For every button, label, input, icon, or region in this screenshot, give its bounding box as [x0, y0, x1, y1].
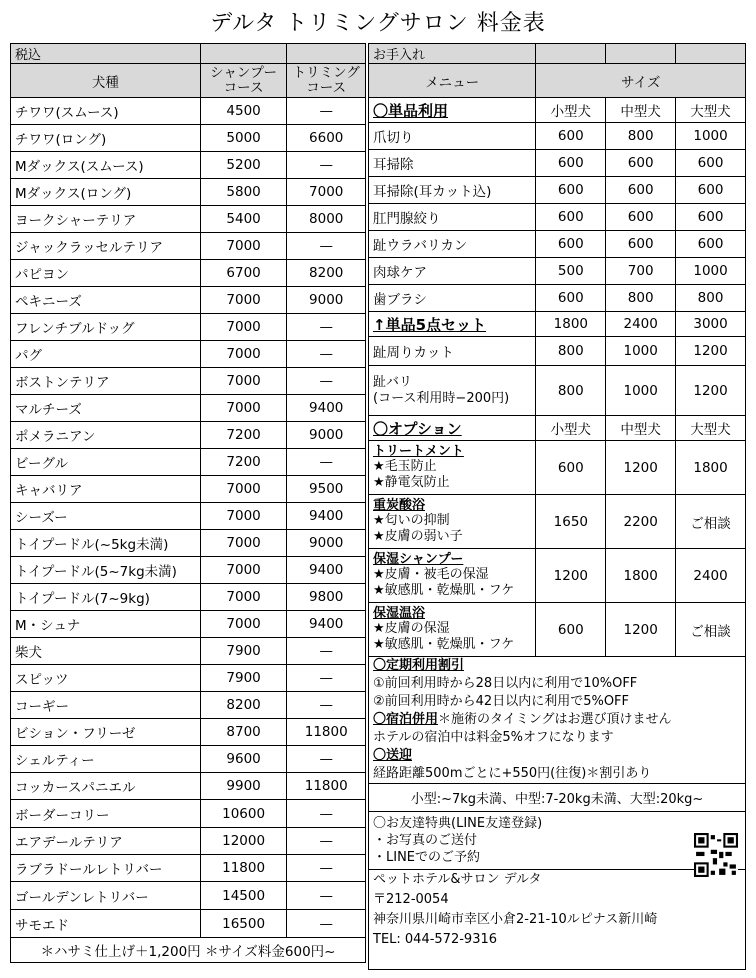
table-row	[11, 910, 366, 938]
option-item: 保湿温浴 ★皮膚の保湿 ★敏感肌・乾燥肌・フケ	[369, 603, 536, 657]
menu-item: 爪切り	[369, 123, 536, 150]
trimming-price: 7000	[287, 179, 366, 206]
trimming-price: 8200	[287, 260, 366, 287]
shampoo-price: 8200	[200, 692, 287, 719]
trimming-price: 9000	[287, 422, 366, 449]
shampoo-price: 7000	[200, 557, 287, 584]
table-row: 保湿シャンプー ★皮膚・被毛の保湿 ★敏感肌・乾燥肌・フケ 1200 1800 2400	[369, 549, 746, 603]
breed-name: M・シュナ	[11, 611, 201, 638]
tax-label: 税込	[11, 44, 201, 64]
footnote: ＊ハサミ仕上げ＋1,200円 ＊サイズ料金600円~	[11, 938, 366, 963]
shampoo-price: 4500	[200, 98, 287, 125]
size-small: 小型犬	[536, 98, 606, 123]
breed-name: ビション・フリーゼ	[11, 719, 201, 746]
shampoo-price: 7200	[200, 449, 287, 476]
size-medium: 中型犬	[606, 98, 676, 123]
qr-code-icon[interactable]	[694, 833, 738, 877]
table-row: 重炭酸浴 ★匂いの抑制 ★皮膚の弱い子 1650 2200 ご相談	[369, 495, 746, 549]
breed-name: ヨークシャーテリア	[11, 206, 201, 233]
shampoo-price: 7900	[200, 665, 287, 692]
phone: TEL: 044-572-9316	[373, 932, 498, 947]
trimming-price: —	[287, 314, 366, 341]
trimming-price: 9400	[287, 395, 366, 422]
shampoo-price: 9600	[200, 746, 287, 773]
col-shampoo-header: シャンプー コース	[200, 64, 287, 98]
trimming-price: —	[287, 746, 366, 773]
shampoo-price: 11800	[200, 855, 287, 882]
table-row	[11, 503, 366, 530]
table-row: 肉球ケア 500 700 1000	[369, 258, 746, 285]
breed-name: コーギー	[11, 692, 201, 719]
trimming-price: —	[287, 152, 366, 179]
care-price-table: お手入れ メニュー サイズ 〇単品利用 小型犬 中型犬 大型犬 爪切り 600 800 1000 耳掃除 600 600 600 耳掃除(耳カット込) 600 600 600 肛門腺絞り 600 600 600 趾ウラバリカン 600 600 600 肉球ケア 500 700 1000 歯ブラシ 600 800 800 ↑単品5点セット 1800 2400 3000 趾周りカット 800 1000 1200 趾バリ (コース利用時−200円) 800 1000 1200 〇オプション 小型犬 中型犬 大型犬 トリートメント ★毛玉防止 ★静電気防止 600 1200 1800 重炭酸浴 ★匂いの抑制 ★皮膚の弱い子 1650 2200 ご相談 保湿シャンプー ★皮膚・被毛の保湿 ★敏感肌・乾燥肌・フケ 1200 1800 2400 保湿温浴 ★皮膚の保湿 ★敏感肌・乾燥肌・フケ 600 1200 ご相談 〇定期利用割引 ①前回利用時から28日以内に利用で10%OFF ②前回利用時から42日以内に利用で5%OFF 〇宿泊併用＊施術のタイミングはお選び頂けません ホテルの宿泊中は料金5%オフになります 〇送迎 経路距離500mごとに+550円(往復)＊割引あり 小型:~7kg未満、中型:7-20kg未満、大型:20kg~ 〇お友達特典(LINE友達登録) ・お写真のご送付 ・LINEでのご予約 ペットホテル&サロン デルタ 〒212-0054 神奈川県川崎市幸区小倉2-21-10ルピナス新川崎 TEL: 044-572-9316	[368, 43, 746, 970]
trimming-price: 9500	[287, 476, 366, 503]
shampoo-price: 7000	[200, 395, 287, 422]
breed-name: ペキニーズ	[11, 287, 201, 314]
col-size-header: サイズ	[536, 64, 746, 98]
breed-price-table	[10, 43, 366, 963]
breed-name: シーズー	[11, 503, 201, 530]
cut-item: 趾周りカット	[369, 337, 536, 366]
table-row	[11, 233, 366, 260]
shampoo-price: 5000	[200, 125, 287, 152]
shampoo-price: 7000	[200, 476, 287, 503]
breed-name: トイプードル(7~9kg)	[11, 584, 201, 611]
size-large: 大型犬	[676, 98, 746, 123]
shampoo-price: 7000	[200, 341, 287, 368]
breed-name: ポメラニアン	[11, 422, 201, 449]
col-breed-header: 犬種	[11, 64, 201, 98]
breed-name: ラブラドールレトリバー	[11, 855, 201, 882]
table-row: トリートメント ★毛玉防止 ★静電気防止 600 1200 1800	[369, 441, 746, 495]
table-row: 歯ブラシ 600 800 800	[369, 285, 746, 312]
table-row	[11, 828, 366, 855]
table-row	[11, 206, 366, 233]
table-row	[11, 665, 366, 692]
page-title: デルタ トリミングサロン 料金表	[210, 11, 546, 36]
breed-name: トイプードル(5~7kg未満)	[11, 557, 201, 584]
breed-name: ボストンテリア	[11, 368, 201, 395]
table-row	[11, 449, 366, 476]
shop-info	[369, 870, 746, 970]
menu-item: 肛門腺絞り	[369, 204, 536, 231]
breed-name: ジャックラッセルテリア	[11, 233, 201, 260]
table-row	[11, 882, 366, 910]
table-row	[11, 341, 366, 368]
trimming-price: —	[287, 98, 366, 125]
menu-item: 歯ブラシ	[369, 285, 536, 312]
trimming-price: —	[287, 368, 366, 395]
trimming-price: 9000	[287, 530, 366, 557]
trimming-price: 8000	[287, 206, 366, 233]
menu-item: 肉球ケア	[369, 258, 536, 285]
trimming-price: —	[287, 882, 366, 910]
breed-name: チワワ(スムース)	[11, 98, 201, 125]
table-row	[11, 719, 366, 746]
table-row	[11, 773, 366, 800]
breed-name: Mダックス(スムース)	[11, 152, 201, 179]
col-trimming-header: トリミング コース	[287, 64, 366, 98]
menu-item: 趾ウラバリカン	[369, 231, 536, 258]
table-row	[11, 530, 366, 557]
table-row	[11, 422, 366, 449]
option-header: 〇オプション	[369, 416, 536, 441]
breed-name: エアデールテリア	[11, 828, 201, 855]
trimming-price: 9400	[287, 557, 366, 584]
set-header: ↑単品5点セット	[369, 312, 536, 337]
trimming-price: —	[287, 665, 366, 692]
table-row	[11, 855, 366, 882]
shampoo-price: 5200	[200, 152, 287, 179]
shampoo-price: 6700	[200, 260, 287, 287]
shampoo-price: 7000	[200, 611, 287, 638]
shampoo-price: 7000	[200, 233, 287, 260]
table-row	[11, 152, 366, 179]
table-row	[11, 611, 366, 638]
table-row	[11, 179, 366, 206]
table-row	[11, 746, 366, 773]
trimming-price: —	[287, 638, 366, 665]
col-menu-header: メニュー	[369, 64, 536, 98]
menu-item: 耳掃除	[369, 150, 536, 177]
address: 神奈川県川崎市幸区小倉2-21-10ルピナス新川崎	[373, 912, 658, 927]
shampoo-price: 5800	[200, 179, 287, 206]
trimming-price: 6600	[287, 125, 366, 152]
table-row	[11, 800, 366, 828]
shampoo-price: 7000	[200, 314, 287, 341]
breed-name: チワワ(ロング)	[11, 125, 201, 152]
option-item: トリートメント ★毛玉防止 ★静電気防止	[369, 441, 536, 495]
breed-name: ビーグル	[11, 449, 201, 476]
breed-name: マルチーズ	[11, 395, 201, 422]
table-row: 肛門腺絞り 600 600 600	[369, 204, 746, 231]
table-row	[11, 260, 366, 287]
shampoo-price: 10600	[200, 800, 287, 828]
breed-name: ゴールデンレトリバー	[11, 882, 201, 910]
cut-item-2: 趾バリ (コース利用時−200円)	[369, 366, 536, 416]
trimming-price: 9400	[287, 611, 366, 638]
table-row	[11, 557, 366, 584]
option-item: 保湿シャンプー ★皮膚・被毛の保湿 ★敏感肌・乾燥肌・フケ	[369, 549, 536, 603]
size-definition: 小型:~7kg未満、中型:7-20kg未満、大型:20kg~	[369, 784, 746, 812]
breed-name: コッカースパニエル	[11, 773, 201, 800]
trimming-price: —	[287, 233, 366, 260]
table-row: 爪切り 600 800 1000	[369, 123, 746, 150]
trimming-price: —	[287, 449, 366, 476]
table-row	[11, 314, 366, 341]
trimming-price: 9800	[287, 584, 366, 611]
breed-name: ボーダーコリー	[11, 800, 201, 828]
table-row	[11, 476, 366, 503]
breed-name: スピッツ	[11, 665, 201, 692]
breed-name: トイプードル(~5kg未満)	[11, 530, 201, 557]
trimming-price: —	[287, 800, 366, 828]
table-row	[11, 584, 366, 611]
shampoo-price: 8700	[200, 719, 287, 746]
shampoo-price: 7000	[200, 503, 287, 530]
breed-name: キャバリア	[11, 476, 201, 503]
trimming-price: —	[287, 341, 366, 368]
shampoo-price: 7000	[200, 530, 287, 557]
shop-name: ペットホテル&サロン デルタ	[373, 872, 542, 887]
trimming-price: —	[287, 855, 366, 882]
table-row: 耳掃除(耳カット込) 600 600 600	[369, 177, 746, 204]
table-row	[11, 368, 366, 395]
shampoo-price: 5400	[200, 206, 287, 233]
table-row	[11, 287, 366, 314]
trimming-price: 11800	[287, 719, 366, 746]
single-header: 〇単品利用	[369, 98, 536, 123]
shampoo-price: 7000	[200, 287, 287, 314]
table-row: 趾ウラバリカン 600 600 600	[369, 231, 746, 258]
table-row	[11, 98, 366, 125]
shampoo-price: 9900	[200, 773, 287, 800]
breed-name: シェルティー	[11, 746, 201, 773]
breed-name: 柴犬	[11, 638, 201, 665]
shampoo-price: 7000	[200, 368, 287, 395]
table-row	[11, 395, 366, 422]
trimming-price: —	[287, 910, 366, 938]
trimming-price: —	[287, 828, 366, 855]
postal-code: 〒212-0054	[373, 892, 449, 907]
trimming-price: 9000	[287, 287, 366, 314]
shampoo-price: 16500	[200, 910, 287, 938]
shampoo-price: 7900	[200, 638, 287, 665]
trimming-price: —	[287, 692, 366, 719]
discount-info: 〇定期利用割引 ①前回利用時から28日以内に利用で10%OFF ②前回利用時から42日以内に利用で5%OFF 〇宿泊併用＊施術のタイミングはお選び頂けません ホテルの宿泊中は料金5%オフになります 〇送迎 経路距離500mごとに+550円(往復)＊割引あり	[369, 657, 746, 784]
breed-name: パピヨン	[11, 260, 201, 287]
shampoo-price: 14500	[200, 882, 287, 910]
shampoo-price: 7000	[200, 584, 287, 611]
shampoo-price: 7200	[200, 422, 287, 449]
table-row: 保湿温浴 ★皮膚の保湿 ★敏感肌・乾燥肌・フケ 600 1200 ご相談	[369, 603, 746, 657]
breed-name: サモエド	[11, 910, 201, 938]
table-row	[11, 638, 366, 665]
table-row	[11, 692, 366, 719]
breed-name: Mダックス(ロング)	[11, 179, 201, 206]
shampoo-price: 12000	[200, 828, 287, 855]
breed-name: フレンチブルドッグ	[11, 314, 201, 341]
menu-item: 耳掃除(耳カット込)	[369, 177, 536, 204]
table-row: 耳掃除 600 600 600	[369, 150, 746, 177]
option-item: 重炭酸浴 ★匂いの抑制 ★皮膚の弱い子	[369, 495, 536, 549]
table-row	[11, 125, 366, 152]
breed-name: パグ	[11, 341, 201, 368]
care-label: お手入れ	[369, 44, 536, 64]
trimming-price: 11800	[287, 773, 366, 800]
friend-benefits: 〇お友達特典(LINE友達登録) ・お写真のご送付 ・LINEでのご予約	[369, 812, 746, 870]
trimming-price: 9400	[287, 503, 366, 530]
